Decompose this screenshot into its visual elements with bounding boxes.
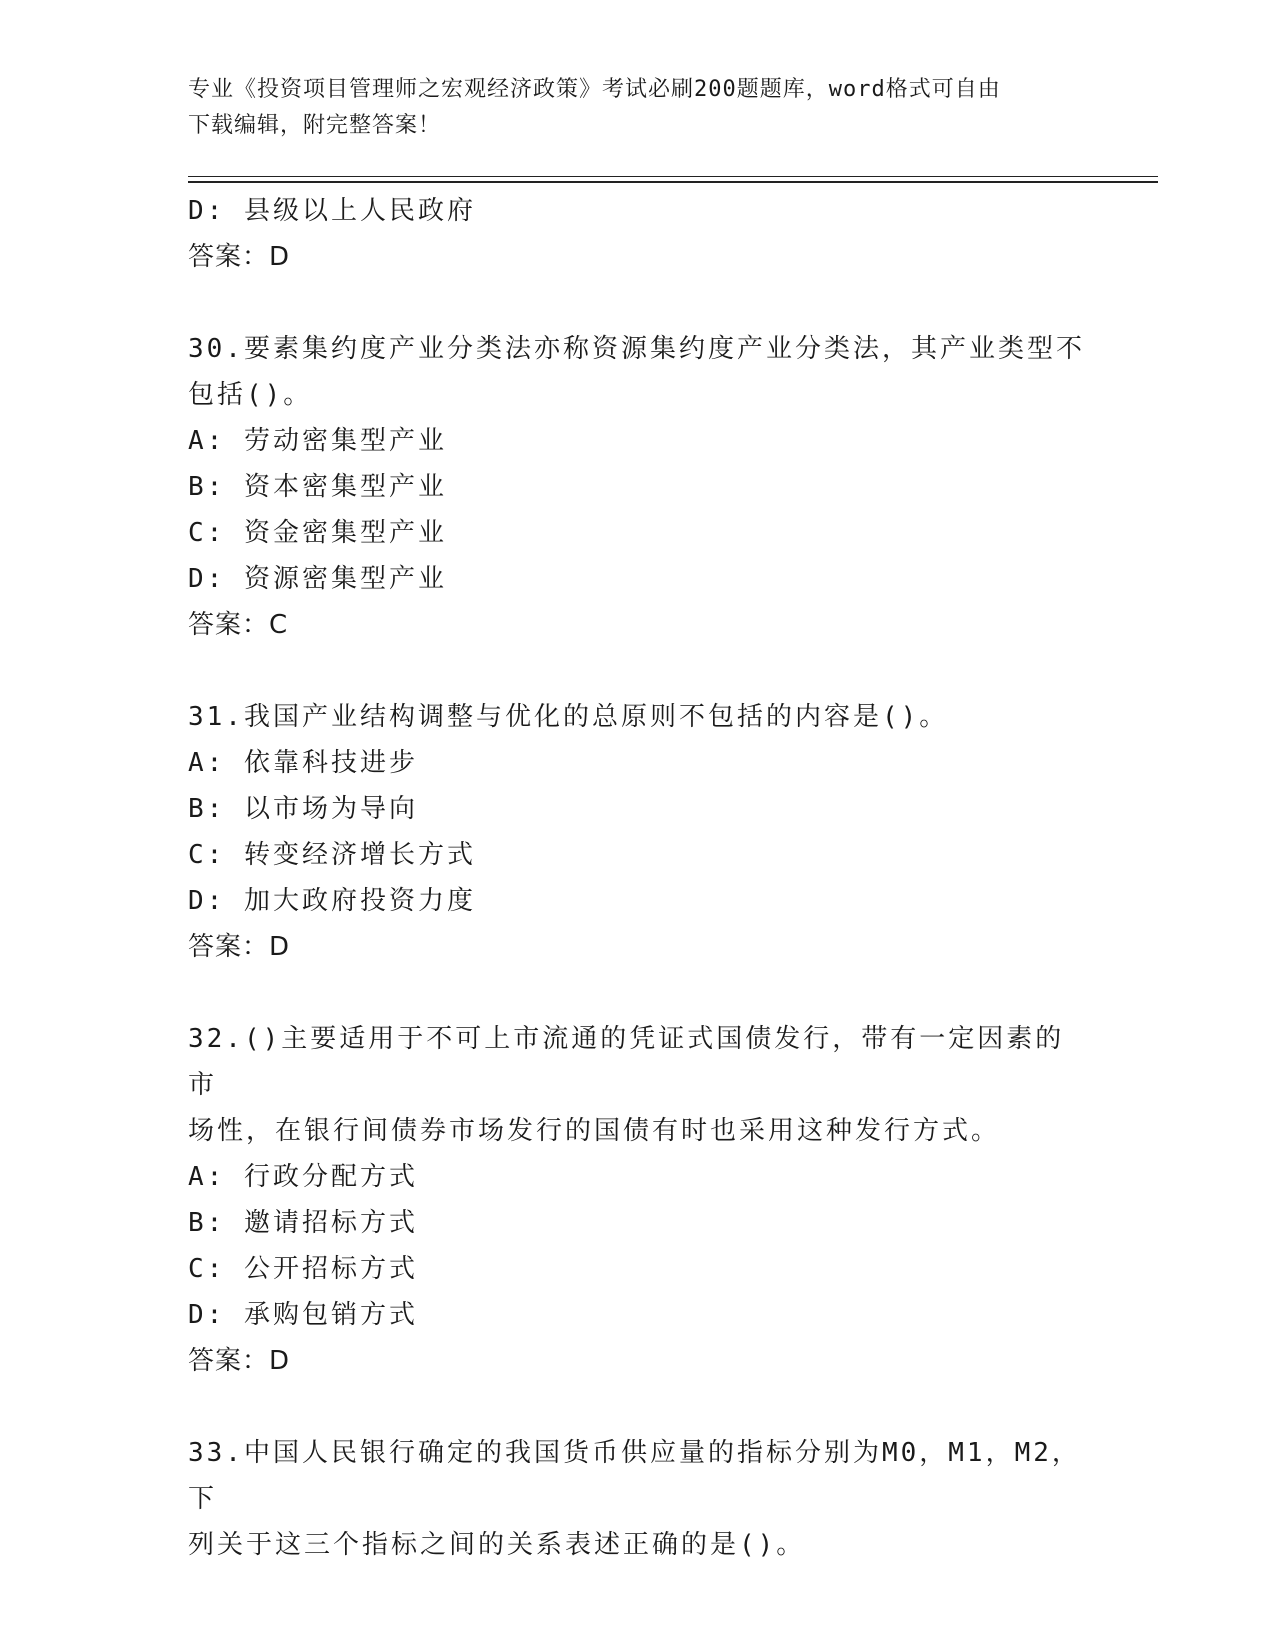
option-c: C: 转变经济增长方式 (188, 840, 476, 870)
question-31 (188, 694, 1088, 970)
answer-line: 答案：D (188, 932, 291, 962)
answer-line: 答案：D (188, 1346, 291, 1376)
option-b: B: 邀请招标方式 (188, 1208, 418, 1238)
header-divider-thin (188, 176, 1158, 177)
question-text-line: 32.()主要适用于不可上市流通的凭证式国债发行，带有一定因素的市 (188, 1024, 1065, 1100)
document-body (188, 188, 1088, 1568)
question-32 (188, 1016, 1088, 1384)
question-text-line: 30.要素集约度产业分类法亦称资源集约度产业分类法，其产业类型不 (188, 334, 1085, 364)
header-line-1: 专业《投资项目管理师之宏观经济政策》考试必刷200题题库，word格式可自由 (188, 77, 1001, 102)
option-a: A: 劳动密集型产业 (188, 426, 447, 456)
question-text-line: 包括()。 (188, 380, 313, 410)
option-c: C: 资金密集型产业 (188, 518, 447, 548)
header-line-2: 下载编辑，附完整答案！ (188, 113, 442, 138)
question-30 (188, 326, 1088, 648)
option-a: A: 行政分配方式 (188, 1162, 418, 1192)
option-d: D: 资源密集型产业 (188, 564, 447, 594)
question-text-line: 列关于这三个指标之间的关系表述正确的是()。 (188, 1530, 806, 1560)
option-b: B: 资本密集型产业 (188, 472, 447, 502)
answer-line: 答案：D (188, 242, 291, 272)
question-text-line: 场性，在银行间债券市场发行的国债有时也采用这种发行方式。 (188, 1116, 1001, 1146)
question-text-line: 33.中国人民银行确定的我国货币供应量的指标分别为M0，M1，M2，下 (188, 1438, 1081, 1514)
option-b: B: 以市场为导向 (188, 794, 418, 824)
question-33 (188, 1430, 1088, 1568)
option-a: A: 依靠科技进步 (188, 748, 418, 778)
option-d: D: 承购包销方式 (188, 1300, 418, 1330)
option-d: D: 加大政府投资力度 (188, 886, 476, 916)
option-d: D: 县级以上人民政府 (188, 196, 476, 226)
answer-line: 答案：C (188, 610, 289, 640)
question-text-line: 31.我国产业结构调整与优化的总原则不包括的内容是()。 (188, 702, 949, 732)
header-divider-thick (188, 181, 1158, 183)
document-header (188, 72, 1088, 144)
option-c: C: 公开招标方式 (188, 1254, 418, 1284)
